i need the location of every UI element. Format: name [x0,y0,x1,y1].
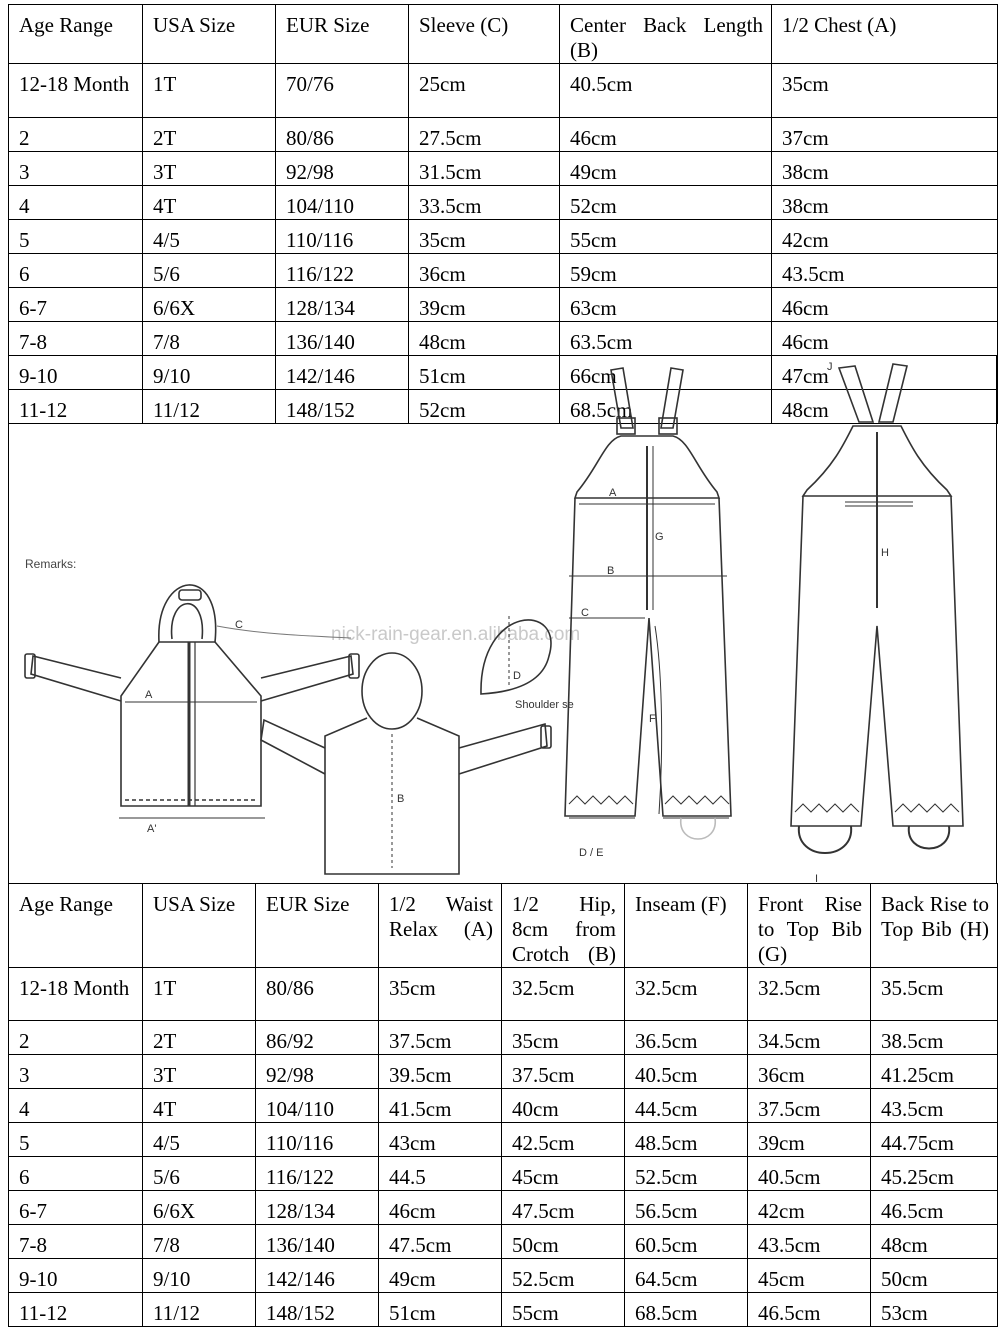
table-cell: 116/122 [256,1157,379,1191]
table-row [9,322,998,356]
table-cell: 46.5cm [748,1293,871,1327]
header-cell: EUR Size [276,5,409,64]
table-cell: 7/8 [143,322,276,356]
table-cell: 4 [9,1089,143,1123]
table-cell: 42.5cm [502,1123,625,1157]
table-cell: 38cm [772,152,998,186]
table-cell: 11/12 [143,1293,256,1327]
table-cell: 1T [143,968,256,1021]
table-cell: 11-12 [9,390,143,424]
watermark: nick-rain-gear.en.alibaba.com [331,624,581,645]
header-cell: Sleeve (C) [409,5,560,64]
bib-label-g: G [655,531,664,543]
table-cell: 51cm [409,356,560,390]
table-cell: 48cm [409,322,560,356]
bib-front-sketch [565,368,731,839]
table-cell: 37.5cm [379,1021,502,1055]
table-cell: 4 [9,186,143,220]
table-cell: 42cm [748,1191,871,1225]
table-cell: 11/12 [143,390,276,424]
table-cell: 46cm [560,118,772,152]
header-cell: USA Size [143,5,276,64]
table-cell: 6-7 [9,1191,143,1225]
table-cell: 44.5cm [625,1089,748,1123]
table-cell: 63.5cm [560,322,772,356]
table-cell: 9-10 [9,356,143,390]
table-row [9,1089,998,1123]
jacket-label-c: C [235,619,243,631]
table-cell: 47cm [772,356,998,390]
table-cell: 46cm [379,1191,502,1225]
header-cell: EUR Size [256,884,379,968]
table-cell: 2T [143,1021,256,1055]
header-cell: Back Rise to Top Bib (H) [871,884,998,968]
table-row [9,64,998,118]
table-cell: 46cm [772,322,998,356]
header-cell: Inseam (F) [625,884,748,968]
table-cell: 80/86 [276,118,409,152]
bib-label-de: D / E [579,847,604,859]
table-cell: 55cm [560,220,772,254]
bib-back-sketch [791,364,963,853]
header-cell: 1/2 Hip, 8cm from Crotch (B) [502,884,625,968]
table-cell: 5/6 [143,1157,256,1191]
header-cell: USA Size [143,884,256,968]
header-cell: Front Rise to Top Bib (G) [748,884,871,968]
jacket-label-a: A [145,689,153,701]
bib-label-a: A [609,487,617,499]
bib-label-f: F [649,713,656,725]
table-cell: 50cm [502,1225,625,1259]
table-cell: 36cm [409,254,560,288]
table-row [9,1293,998,1327]
table-cell: 60.5cm [625,1225,748,1259]
table-cell: 35cm [502,1021,625,1055]
table-cell: 9/10 [143,356,276,390]
table-cell: 40.5cm [748,1157,871,1191]
bib-label-b: B [607,565,615,577]
table-cell: 39cm [409,288,560,322]
header-cell: Center Back Length (B) [560,5,772,64]
table-cell: 35cm [409,220,560,254]
table-cell: 64.5cm [625,1259,748,1293]
table-cell: 148/152 [276,390,409,424]
table-cell: 86/92 [256,1021,379,1055]
table-cell: 3 [9,1055,143,1089]
garment-sketch [9,356,995,884]
header-cell: 1/2 Waist Relax (A) [379,884,502,968]
table-cell: 12-18 Month [9,64,143,118]
table-cell: 110/116 [276,220,409,254]
table-cell: 142/146 [256,1259,379,1293]
table-cell: 142/146 [276,356,409,390]
table-cell: 2T [143,118,276,152]
table-cell: 38.5cm [871,1021,998,1055]
table-cell: 38cm [772,186,998,220]
table-cell: 4T [143,186,276,220]
table-row [9,1157,998,1191]
jacket-front-sketch [25,585,359,818]
bib-label-i: I [815,873,819,884]
table-row [9,1225,998,1259]
table-row [9,118,998,152]
table-cell: 6 [9,254,143,288]
table-cell: 44.75cm [871,1123,998,1157]
table-cell: 33.5cm [409,186,560,220]
table-cell: 148/152 [256,1293,379,1327]
header-cell: 1/2 Chest (A) [772,5,998,64]
table-cell: 39.5cm [379,1055,502,1089]
table-cell: 32.5cm [625,968,748,1021]
table-cell: 36.5cm [625,1021,748,1055]
table-cell: 6 [9,1157,143,1191]
garment-diagram [8,356,997,884]
table-cell: 48.5cm [625,1123,748,1157]
table-header-row [9,884,998,968]
jacket-label-b: B [397,793,405,805]
table-cell: 47.5cm [379,1225,502,1259]
table-cell: 48cm [772,390,998,424]
table-cell: 70/76 [276,64,409,118]
table-cell: 36cm [748,1055,871,1089]
table-cell: 32.5cm [502,968,625,1021]
table-cell: 3 [9,152,143,186]
table-cell: 46cm [772,288,998,322]
table-cell: 55cm [502,1293,625,1327]
table-cell: 40cm [502,1089,625,1123]
table-cell: 5 [9,1123,143,1157]
table-row [9,1259,998,1293]
table-cell: 45cm [748,1259,871,1293]
table-cell: 5 [9,220,143,254]
pants-size-table [8,883,998,1327]
table-row [9,152,998,186]
table-cell: 5/6 [143,254,276,288]
table-cell: 43.5cm [772,254,998,288]
table-cell: 4/5 [143,1123,256,1157]
table-cell: 3T [143,152,276,186]
table-cell: 68.5cm [560,390,772,424]
header-cell: Age Range [9,884,143,968]
table-cell: 9/10 [143,1259,256,1293]
table-header-row [9,5,998,64]
table-cell: 56.5cm [625,1191,748,1225]
table-cell: 3T [143,1055,256,1089]
table-row [9,220,998,254]
table-cell: 59cm [560,254,772,288]
table-cell: 4/5 [143,220,276,254]
table-cell: 2 [9,118,143,152]
table-cell: 116/122 [276,254,409,288]
table-row [9,288,998,322]
jacket-label-a-prime: A' [147,823,157,835]
table-cell: 52cm [409,390,560,424]
jacket-back-sketch [261,653,551,874]
table-cell: 104/110 [276,186,409,220]
table-cell: 2 [9,1021,143,1055]
remarks-text: Remarks: [25,557,77,571]
table-cell: 128/134 [256,1191,379,1225]
table-cell: 63cm [560,288,772,322]
table-cell: 52.5cm [502,1259,625,1293]
table-row [9,1123,998,1157]
table-cell: 9-10 [9,1259,143,1293]
table-cell: 45.25cm [871,1157,998,1191]
hood-label-d: D [513,670,521,682]
table-cell: 43.5cm [871,1089,998,1123]
table-cell: 68.5cm [625,1293,748,1327]
table-cell: 92/98 [256,1055,379,1089]
table-cell: 11-12 [9,1293,143,1327]
table-cell: 7/8 [143,1225,256,1259]
table-cell: 80/86 [256,968,379,1021]
table-row [9,1191,998,1225]
table-cell: 50cm [871,1259,998,1293]
table-cell: 51cm [379,1293,502,1327]
table-cell: 43.5cm [748,1225,871,1259]
table-cell: 41.5cm [379,1089,502,1123]
table-cell: 39cm [748,1123,871,1157]
table-row [9,186,998,220]
table-cell: 40.5cm [560,64,772,118]
table-cell: 35cm [772,64,998,118]
table-row [9,968,998,1021]
table-cell: 52cm [560,186,772,220]
table-cell: 43cm [379,1123,502,1157]
table-cell: 1T [143,64,276,118]
table-cell: 49cm [379,1259,502,1293]
table-cell: 25cm [409,64,560,118]
table-row [9,254,998,288]
table-cell: 37cm [772,118,998,152]
table-cell: 136/140 [276,322,409,356]
table-cell: 42cm [772,220,998,254]
table-cell: 41.25cm [871,1055,998,1089]
table-cell: 47.5cm [502,1191,625,1225]
table-row [9,1055,998,1089]
table-cell: 35.5cm [871,968,998,1021]
table-cell: 128/134 [276,288,409,322]
header-cell: Age Range [9,5,143,64]
table-cell: 34.5cm [748,1021,871,1055]
bib-label-c: C [581,607,589,619]
table-cell: 37.5cm [748,1089,871,1123]
table-cell: 48cm [871,1225,998,1259]
table-cell: 104/110 [256,1089,379,1123]
table-cell: 136/140 [256,1225,379,1259]
table-cell: 49cm [560,152,772,186]
bib-label-j: J [827,361,833,373]
table-cell: 44.5 [379,1157,502,1191]
table-cell: 6-7 [9,288,143,322]
table-row [9,1021,998,1055]
table-cell: 110/116 [256,1123,379,1157]
shoulder-label: Shoulder se [515,699,574,711]
table-cell: 4T [143,1089,256,1123]
table-cell: 6/6X [143,288,276,322]
table-cell: 52.5cm [625,1157,748,1191]
table-cell: 7-8 [9,1225,143,1259]
table-cell: 46.5cm [871,1191,998,1225]
table-cell: 27.5cm [409,118,560,152]
table-cell: 92/98 [276,152,409,186]
table-cell: 37.5cm [502,1055,625,1089]
table-cell: 31.5cm [409,152,560,186]
table-cell: 45cm [502,1157,625,1191]
table-cell: 7-8 [9,322,143,356]
table-cell: 53cm [871,1293,998,1327]
table-cell: 6/6X [143,1191,256,1225]
table-cell: 32.5cm [748,968,871,1021]
table-cell: 66cm [560,356,772,390]
table-cell: 40.5cm [625,1055,748,1089]
table-cell: 35cm [379,968,502,1021]
table-cell: 12-18 Month [9,968,143,1021]
bib-label-h: H [881,547,889,559]
